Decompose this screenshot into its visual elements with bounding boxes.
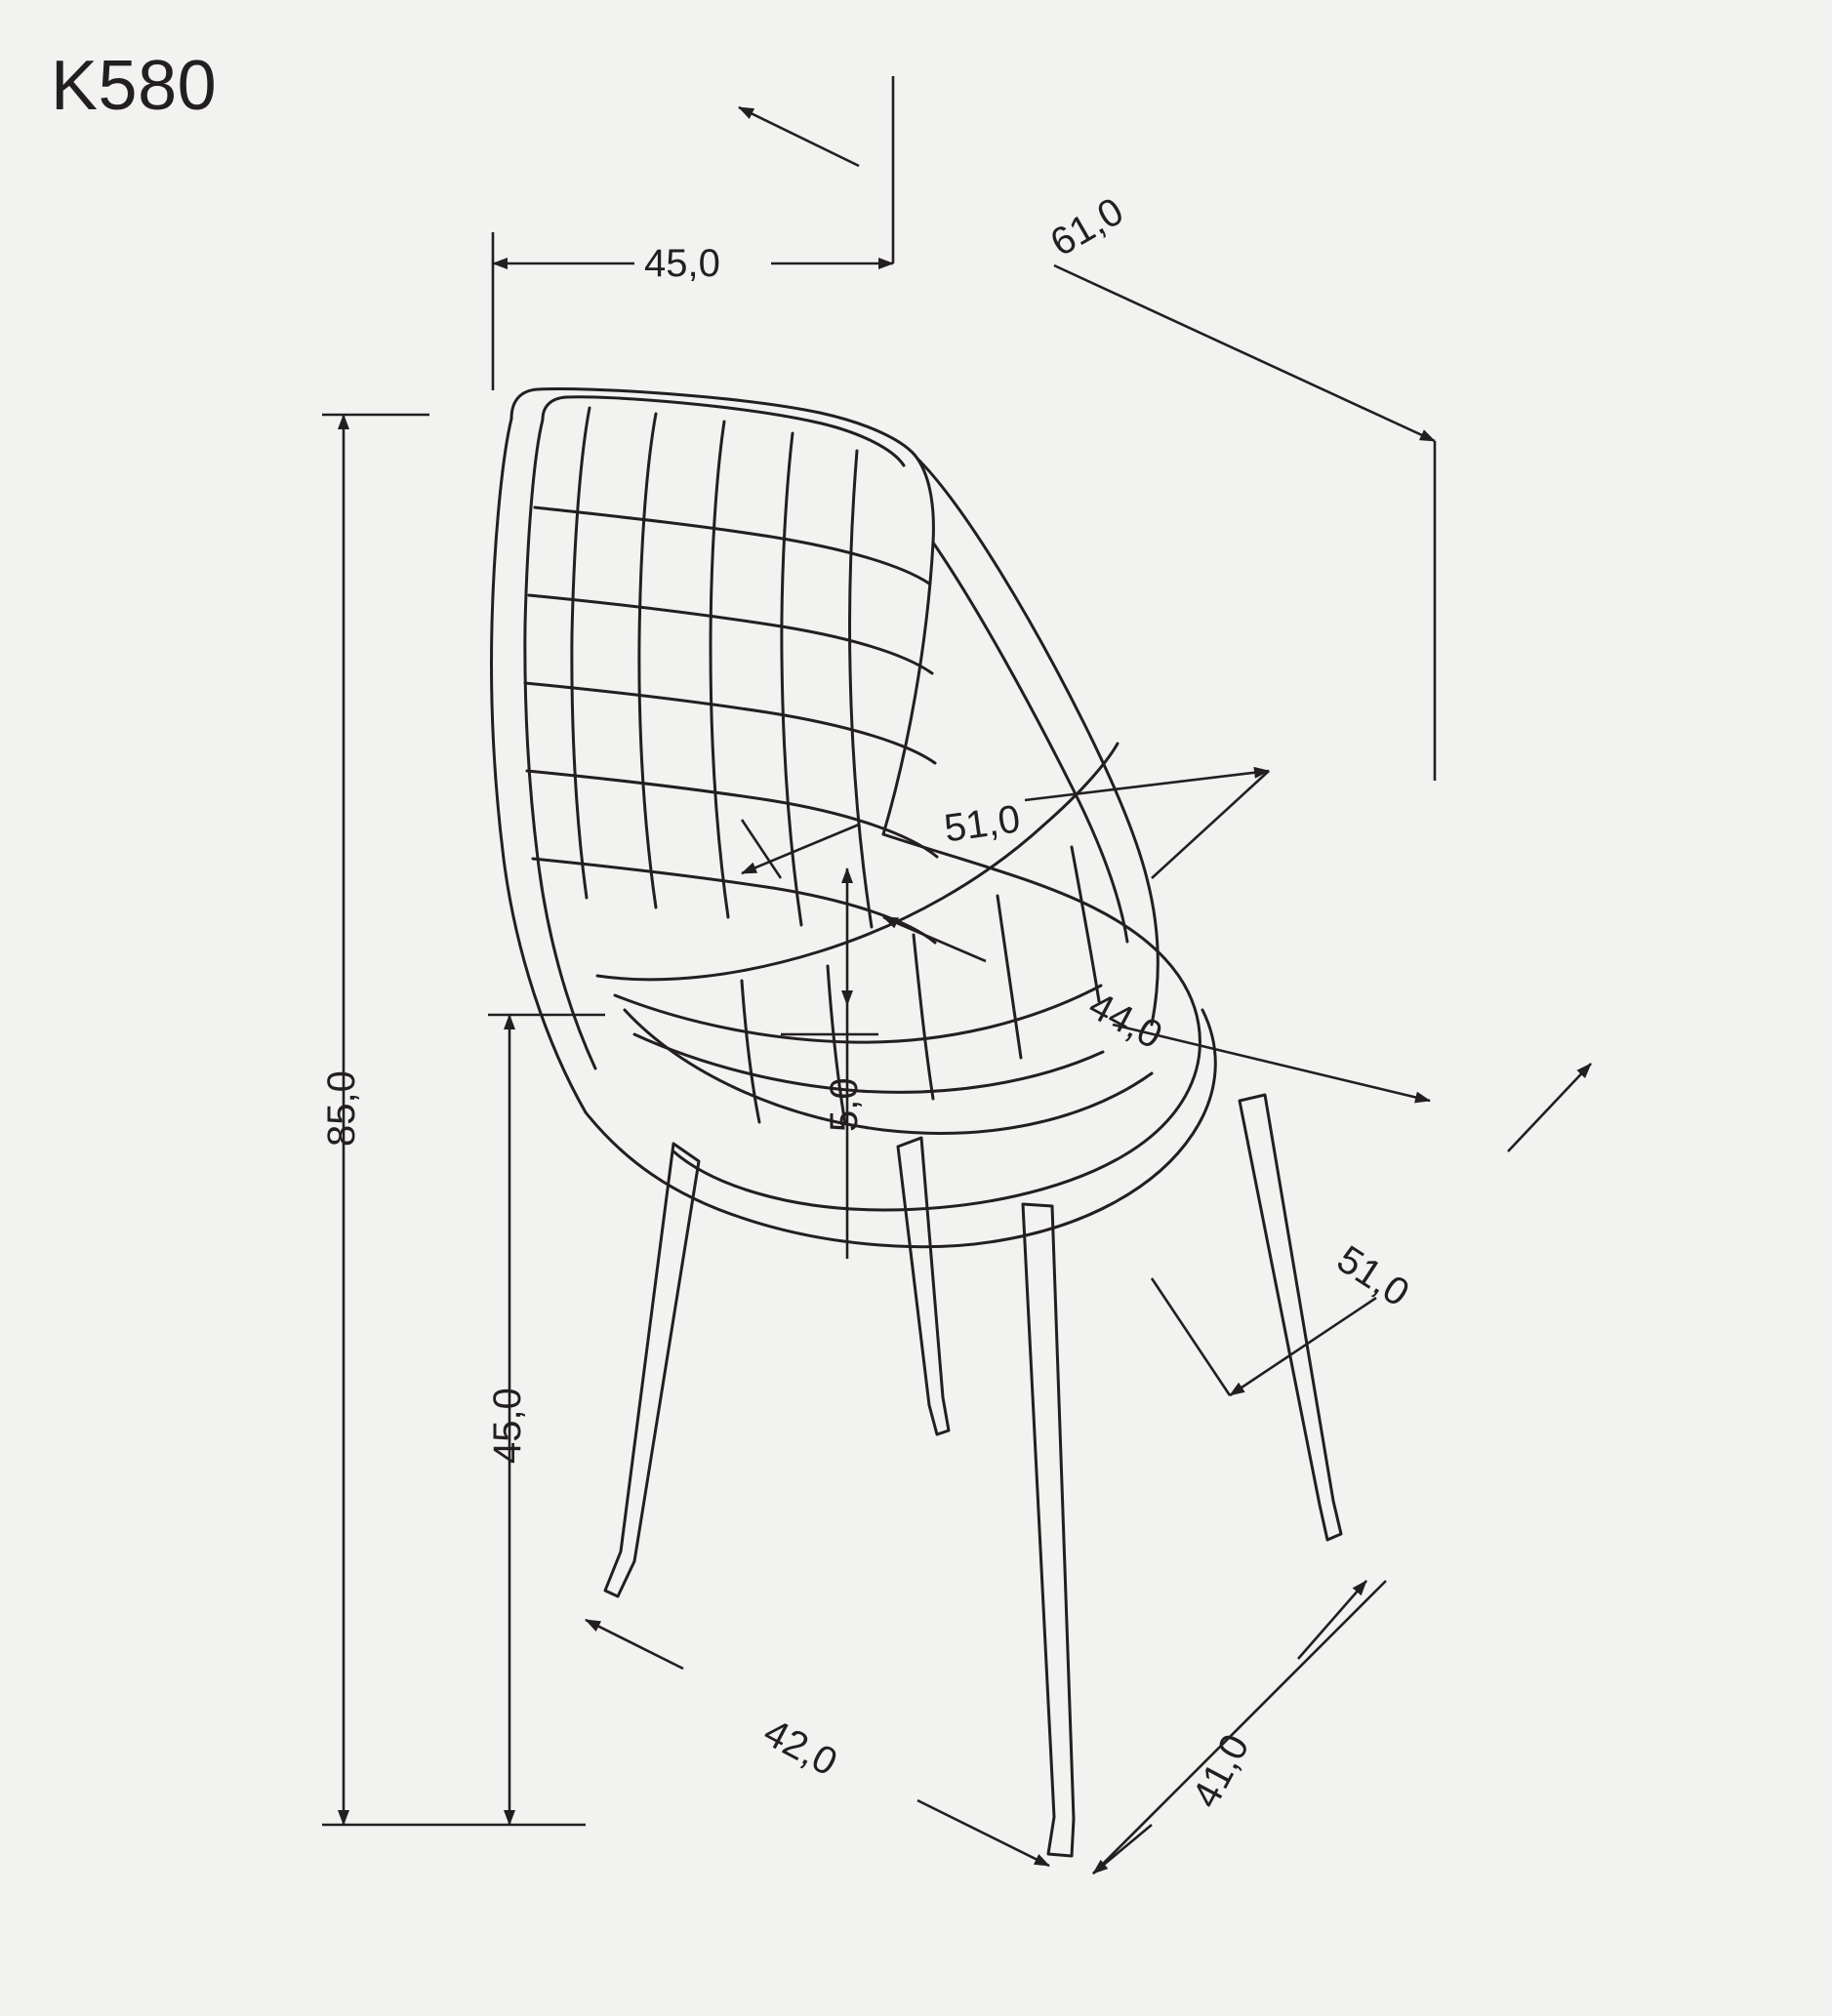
dimension-seat-height: 45,0 [486, 1388, 529, 1464]
dimension-cushion-thickness: 5,0 [823, 1077, 866, 1132]
dimension-width-top: 45,0 [644, 242, 720, 285]
model-label: K580 [51, 47, 218, 125]
dimension-seat-width: 44,0 [1081, 984, 1169, 1058]
dimension-seat-depth: 51,0 [1329, 1237, 1417, 1315]
dimension-leg-span-front: 42,0 [756, 1711, 844, 1785]
dimension-depth-top: 61,0 [1043, 189, 1131, 265]
dimension-leg-span-side: 41,0 [1184, 1727, 1258, 1815]
dimension-total-height: 85,0 [320, 1070, 363, 1147]
dimension-seat-back-width: 51,0 [941, 797, 1023, 851]
